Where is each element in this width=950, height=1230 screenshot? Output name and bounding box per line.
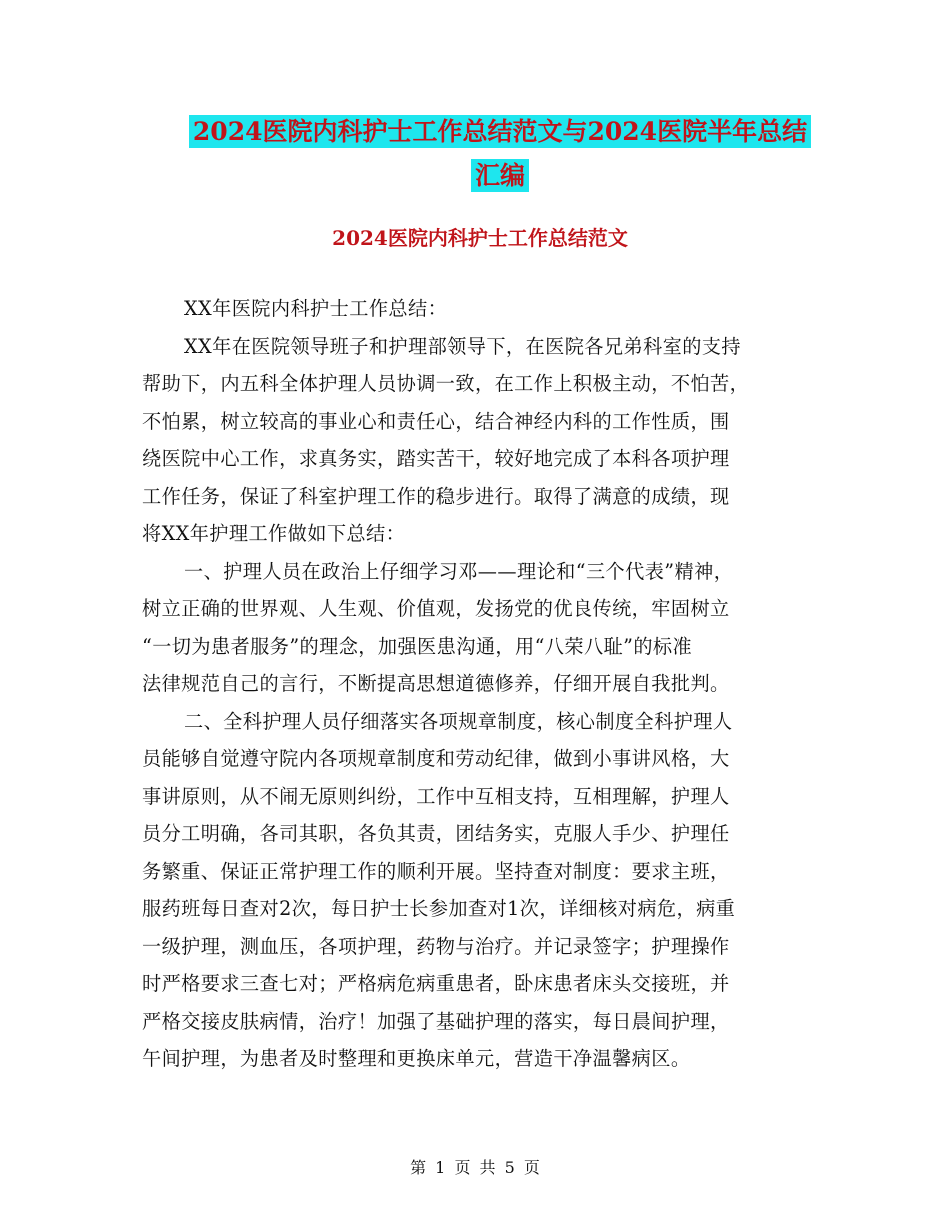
body-line: XX年医院内科护士工作总结：	[184, 297, 448, 320]
body-line: 时严格要求三查七对；严格病危病重患者，卧床患者床头交接班，并	[142, 972, 730, 995]
body-line: XX年在医院领导班子和护理部领导下，在医院各兄弟科室的支持	[184, 334, 741, 358]
document-title	[140, 110, 860, 198]
section-title: 2024医院内科护士工作总结范文	[332, 226, 628, 250]
body-line: 帮助下，内五科全体护理人员协调一致，在工作上积极主动，不怕苦，	[142, 372, 750, 395]
body-line: 服药班每日查对2次，每日护士长参加查对1次，详细核对病危，病重	[142, 897, 736, 920]
page-number-footer: 第 1 页 共 5 页	[410, 1158, 540, 1177]
body-line: 不怕累，树立较高的事业心和责任心，结合神经内科的工作性质，围	[142, 409, 730, 433]
body-line: 员能够自觉遵守院内各项规章制度和劳动纪律，做到小事讲风格，大	[142, 747, 730, 770]
body-line: “一切为患者服务”的理念，加强医患沟通，用“八荣八耻”的标准	[142, 634, 693, 658]
body-line: 一级护理，测血压，各项护理，药物与治疗。并记录签字；护理操作	[142, 934, 730, 958]
body-line: 事讲原则，从不闹无原则纠纷，工作中互相支持，互相理解，护理人	[142, 784, 730, 808]
document-body	[142, 290, 814, 1078]
body-line: 一、护理人员在政治上仔细学习邓——理论和“三个代表”精神，	[184, 559, 734, 583]
body-line: 将XX年护理工作做如下总结：	[142, 522, 406, 545]
body-line: 树立正确的世界观、人生观、价值观，发扬党的优良传统，牢固树立	[142, 597, 730, 620]
body-line: 员分工明确，各司其职，各负其责，团结务实，克服人手少、护理任	[142, 822, 730, 845]
body-line: 午间护理，为患者及时整理和更换床单元，营造干净温馨病区。	[142, 1047, 691, 1070]
body-line: 法律规范自己的言行，不断提高思想道德修养，仔细开展自我批判。	[142, 672, 730, 695]
document-title-line-1: 2024医院内科护士工作总结范文与2024医院半年总结	[189, 115, 811, 148]
body-line: 二、全科护理人员仔细落实各项规章制度，核心制度全科护理人	[184, 709, 733, 733]
document-title-line-2: 汇编	[471, 159, 529, 192]
body-line: 严格交接皮肤病情，治疗！加强了基础护理的落实，每日晨间护理，	[142, 1009, 730, 1033]
body-line: 务繁重、保证正常护理工作的顺利开展。坚持查对制度：要求主班，	[142, 859, 730, 883]
body-line: 绕医院中心工作，求真务实，踏实苦干，较好地完成了本科各项护理	[142, 447, 730, 470]
body-line: 工作任务，保证了科室护理工作的稳步进行。取得了满意的成绩，现	[142, 484, 730, 508]
